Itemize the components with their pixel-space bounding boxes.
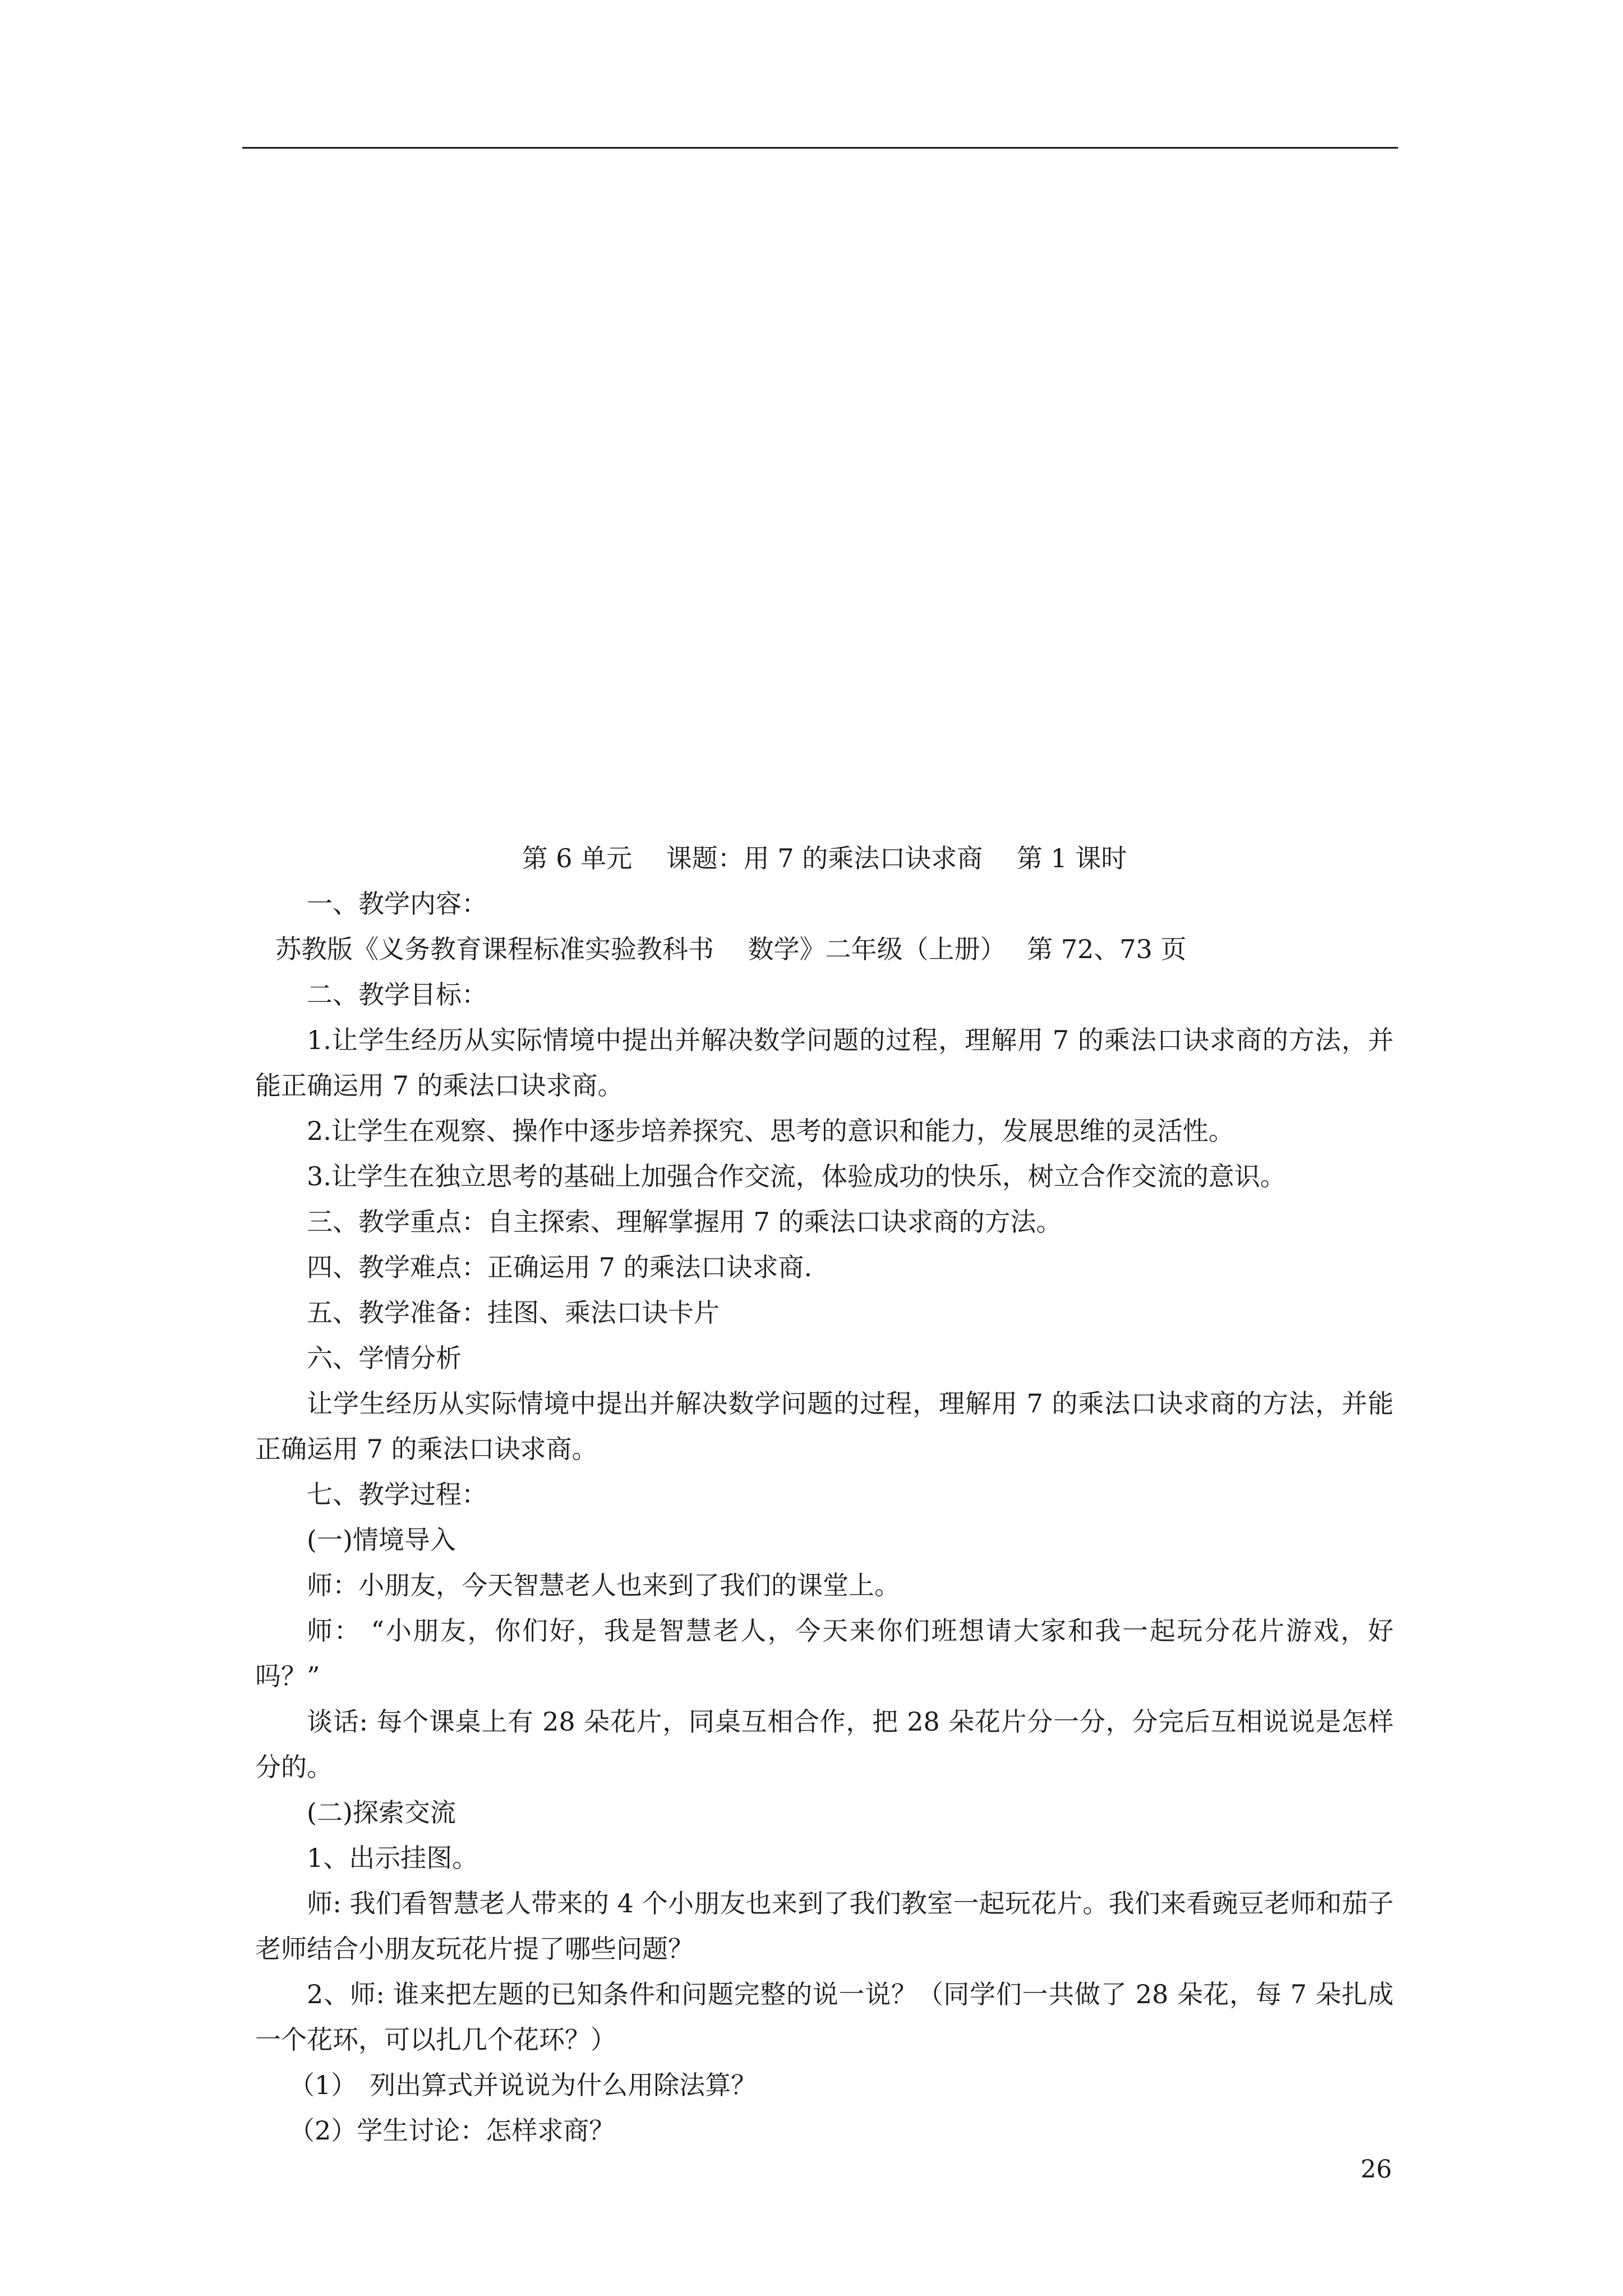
section-heading: 二、教学目标： <box>307 979 487 1010</box>
subsection-heading: (一)情境导入 <box>307 1525 456 1555</box>
section-heading: 七、教学过程： <box>307 1479 487 1510</box>
page-number: 26 <box>1361 2155 1392 2184</box>
paragraph: 让学生经历从实际情境中提出并解决数学问题的过程，理解用 7 的乘法口诀求商的方法，并能正确运用 7 的乘法口诀求商。 <box>255 1388 1394 1464</box>
paragraph: 1、出示挂图。 <box>307 1843 478 1873</box>
paragraph: 师: 我们看智慧老人带来的 4 个小朋友也来到了我们教室一起玩花片。我们来看豌豆老师和茄子老师结合小朋友玩花片提了哪些问题？ <box>255 1888 1394 1964</box>
paragraph: 3.让学生在独立思考的基础上加强合作交流，体验成功的快乐，树立合作交流的意识。 <box>307 1161 1286 1191</box>
section-heading: 六、学情分析 <box>307 1343 462 1373</box>
paragraph: 师： “小朋友，你们好，我是智慧老人，今天来你们班想请大家和我一起玩分花片游戏，好吗？” <box>255 1616 1394 1691</box>
paragraph: 师：小朋友，今天智慧老人也来到了我们的课堂上。 <box>307 1570 900 1600</box>
paragraph: 2.让学生在观察、操作中逐步培养探究、思考的意识和能力，发展思维的灵活性。 <box>307 1116 1234 1146</box>
section-heading: 一、教学内容： <box>307 889 487 919</box>
paragraph: 谈话: 每个课桌上有 28 朵花片，同桌互相合作，把 28 朵花片分一分，分完后互相说说是怎样分的。 <box>255 1706 1394 1782</box>
subsection-heading: (二)探索交流 <box>307 1797 456 1828</box>
paragraph: 1.让学生经历从实际情境中提出并解决数学问题的过程，理解用 7 的乘法口诀求商的方法，并能正确运用 7 的乘法口诀求商。 <box>255 1025 1394 1101</box>
section-heading: 五、教学准备：挂图、乘法口诀卡片 <box>307 1297 720 1328</box>
section-heading: 三、教学重点：自主探索、理解掌握用 7 的乘法口诀求商的方法。 <box>307 1207 1062 1237</box>
paragraph: 2、师: 谁来把左题的已知条件和问题完整的说一说？（同学们一共做了 28 朵花，每 7 朵扎成一个花环，可以扎几个花环？） <box>255 1979 1394 2055</box>
lesson-title: 第 6 单元 课题：用 7 的乘法口诀求商 第 1 课时 <box>522 843 1127 873</box>
header-rule <box>242 147 1398 149</box>
list-item: （2）学生讨论：怎样求商？ <box>289 2115 615 2146</box>
document-body <box>255 836 1394 2154</box>
section-heading: 四、教学难点：正确运用 7 的乘法口诀求商. <box>307 1252 813 1282</box>
paragraph: 苏教版《义务教育课程标准实验教科书 数学》二年级（上册） 第 72、73 页 <box>275 934 1187 964</box>
list-item: （1） 列出算式并说说为什么用除法算？ <box>289 2070 757 2100</box>
